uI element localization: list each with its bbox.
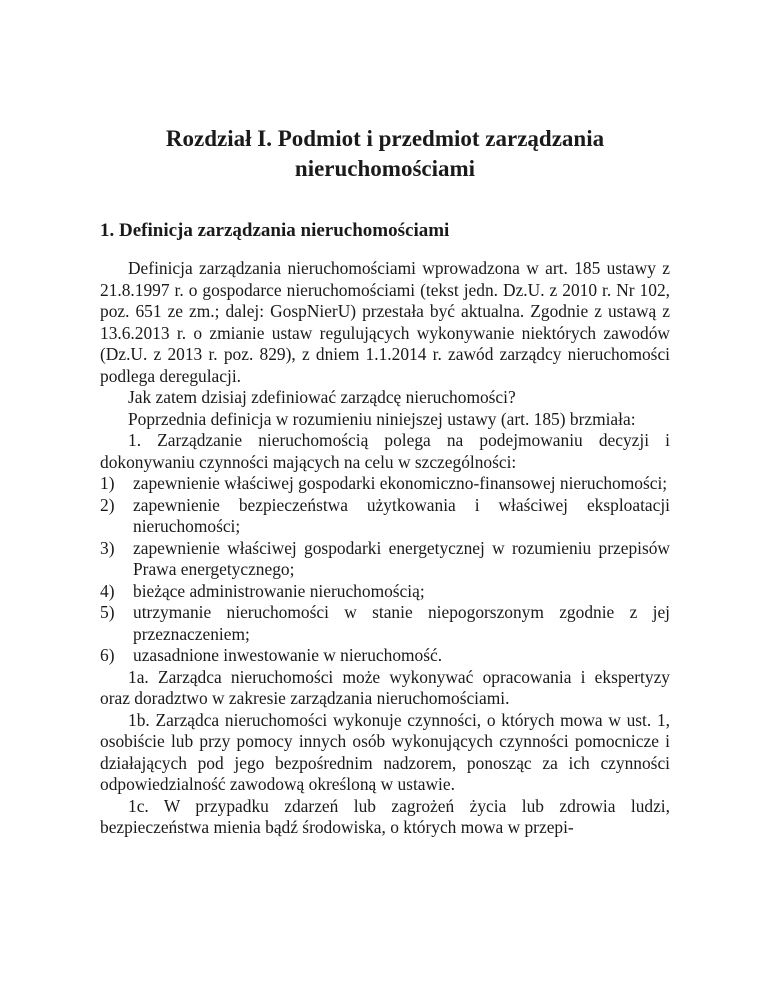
- list-item-text: bieżące administrowanie nieruchomością;: [133, 580, 425, 601]
- section-title: 1. Definicja zarządzania nieruchomościami: [100, 220, 450, 241]
- paragraph-definition-intro: Definicja zarządzania nieruchomościami wprowadzona w art. 185 ustawy z 21.8.1997 r. o gospodarce nieruchomościami (tekst jedn. Dz.U. z 2010 r. Nr 102, poz. 651 ze zm.; dalej: GospNierU) przestała być aktualna. Zgodnie z ustawą z 13.6.2013 r. o zmianie ustaw regulujących wykonywanie niektórych zawodów (Dz.U. z 2013 r. poz. 829), z dniem 1.1.2014 r. zawód zarządcy nieruchomości podlega deregulacji.: [100, 258, 670, 386]
- paragraph-ust-1a: 1a. Zarządca nieruchomości może wykonywać opracowania i ekspertyzy oraz doradztwo w zakresie zarządzania nieruchomościami.: [100, 666, 670, 708]
- paragraph-ust-1: 1. Zarządzanie nieruchomością polega na podejmowaniu decyzji i dokonywaniu czynności mających na celu w szczególności:: [100, 430, 670, 472]
- list-item-text: zapewnienie bezpieczeństwa użytkowania i właściwej eksploatacji nieruchomości;: [133, 494, 670, 536]
- list-item-text: utrzymanie nieruchomości w stanie niepogorszonym zgodnie z jej przeznaczeniem;: [133, 602, 670, 644]
- list-item: [100, 538, 670, 581]
- list-item: [100, 602, 670, 645]
- paragraph-question: Jak zatem dzisiaj zdefiniować zarządcę nieruchomości?: [128, 387, 516, 407]
- list-item-text: uzasadnione inwestowanie w nieruchomość.: [133, 645, 443, 665]
- list-item-text: zapewnienie właściwej gospodarki ekonomiczno-finansowej nieruchomości;: [133, 473, 668, 493]
- chapter-title-line2: nieruchomościami: [294, 156, 476, 181]
- paragraph-ust-1c: 1c. W przypadku zdarzeń lub zagrożeń życia lub zdrowia ludzi, bezpieczeństwa mienia bądź środowiska, o których mowa w przepi-: [100, 795, 670, 837]
- list-item-number: 6): [100, 645, 115, 665]
- list-item: [100, 581, 670, 603]
- list-item-number: 2): [100, 494, 115, 515]
- list-item-text: zapewnienie właściwej gospodarki energetycznej w rozumieniu przepisów Prawa energetycznego;: [133, 537, 670, 579]
- body-text: [100, 258, 670, 839]
- chapter-title: [100, 124, 670, 184]
- chapter-title-line1: Rozdział I. Podmiot i przedmiot zarządzania: [165, 126, 605, 151]
- list-item-number: 1): [100, 473, 115, 493]
- list-item: [100, 473, 670, 495]
- list-item-number: 5): [100, 602, 115, 622]
- list-item: [100, 645, 670, 667]
- enumerated-list: [100, 473, 670, 667]
- paragraph-previous-definition: Poprzednia definicja w rozumieniu niniejszej ustawy (art. 185) brzmiała:: [128, 408, 636, 429]
- list-item-number: 3): [100, 537, 115, 558]
- list-item: [100, 495, 670, 538]
- paragraph-ust-1b: 1b. Zarządca nieruchomości wykonuje czynności, o których mowa w ust. 1, osobiście lub przy pomocy innych osób wykonujących czynności pomocnicze i działających pod jego bezpośrednim nadzorem, ponosząc za ich czynności odpowiedzialność zawodową określoną w ustawie.: [100, 709, 670, 794]
- list-item-number: 4): [100, 580, 115, 601]
